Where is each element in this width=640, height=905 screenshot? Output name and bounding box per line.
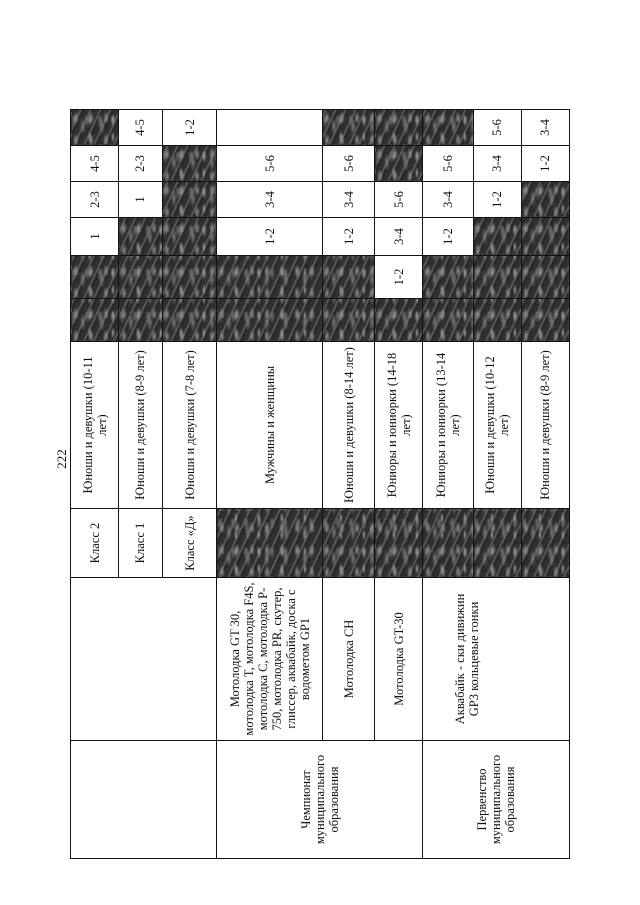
rank-cell: 4-5 bbox=[119, 110, 162, 146]
table-row bbox=[423, 110, 473, 859]
class-cell: Класс 1 bbox=[119, 509, 162, 578]
shaded-cell bbox=[473, 299, 521, 342]
age-group-cell: Юноши и девушки (8-9 лет) bbox=[521, 342, 569, 509]
shaded-cell bbox=[423, 299, 473, 342]
shaded-cell bbox=[162, 146, 217, 182]
shaded-cell bbox=[423, 256, 473, 299]
age-group-cell: Мужчины и женщины bbox=[217, 342, 322, 509]
shaded-cell bbox=[423, 110, 473, 146]
boat-type-cell: Мотолодка GT 30, мотолодка T, мотолодка F4S, мотолодка C, мотолодка P-750, мотолодка PR, скутер, глиссер, аквабайк, доска с водометом GP1 bbox=[217, 578, 322, 741]
shaded-cell bbox=[162, 299, 217, 342]
age-group-cell: Юниоры и юниорки (13-14 лет) bbox=[423, 342, 473, 509]
page-number: 222 bbox=[54, 449, 69, 469]
shaded-cell bbox=[375, 110, 423, 146]
shaded-cell bbox=[71, 299, 119, 342]
table-wrapper bbox=[70, 110, 570, 859]
shaded-cell bbox=[162, 256, 217, 299]
boat-type-cell: Мотолодка GT-30 bbox=[375, 578, 423, 741]
shaded-cell bbox=[162, 182, 217, 218]
shaded-cell bbox=[375, 509, 423, 578]
shaded-cell bbox=[521, 182, 569, 218]
shaded-cell bbox=[119, 299, 162, 342]
class-cell: Класс 2 bbox=[71, 509, 119, 578]
age-group-cell: Юноши и девушки (10-12 лет) bbox=[473, 342, 521, 509]
shaded-cell bbox=[473, 509, 521, 578]
shaded-cell bbox=[521, 299, 569, 342]
shaded-cell bbox=[322, 256, 375, 299]
rank-cell: 3-4 bbox=[375, 218, 423, 256]
rank-cell: 2-3 bbox=[119, 146, 162, 182]
rank-cell: 3-4 bbox=[521, 110, 569, 146]
rank-cell: 1-2 bbox=[375, 256, 423, 299]
class-cell: Класс «Д» bbox=[162, 509, 217, 578]
shaded-cell bbox=[119, 256, 162, 299]
rank-cell: 3-4 bbox=[217, 182, 322, 218]
rank-cell: 5-6 bbox=[217, 146, 322, 182]
table-row bbox=[217, 110, 322, 859]
rank-cell: 3-4 bbox=[473, 146, 521, 182]
shaded-cell bbox=[322, 110, 375, 146]
empty-cell bbox=[217, 110, 322, 146]
shaded-cell bbox=[375, 146, 423, 182]
age-group-cell: Юноши и девушки (10-11 лет) bbox=[71, 342, 119, 509]
shaded-cell bbox=[119, 218, 162, 256]
rank-cell: 1-2 bbox=[217, 218, 322, 256]
table-row bbox=[71, 110, 119, 859]
sport-rank-table bbox=[70, 109, 570, 859]
header-blank-cell-1 bbox=[71, 741, 217, 859]
age-group-cell: Юноши и девушки (7-8 лет) bbox=[162, 342, 217, 509]
rank-cell: 1 bbox=[119, 182, 162, 218]
shaded-cell bbox=[521, 218, 569, 256]
rank-cell: 5-6 bbox=[473, 110, 521, 146]
rank-cell: 5-6 bbox=[322, 146, 375, 182]
shaded-cell bbox=[521, 509, 569, 578]
rank-cell: 3-4 bbox=[423, 182, 473, 218]
rank-cell: 4-5 bbox=[71, 146, 119, 182]
rotated-table-container bbox=[70, 110, 570, 859]
rank-cell: 2-3 bbox=[71, 182, 119, 218]
shaded-cell bbox=[217, 509, 322, 578]
rank-cell: 1-2 bbox=[322, 218, 375, 256]
shaded-cell bbox=[71, 110, 119, 146]
header-blank-cell-2 bbox=[71, 578, 217, 741]
shaded-cell bbox=[217, 299, 322, 342]
shaded-cell bbox=[71, 256, 119, 299]
rank-cell: 3-4 bbox=[322, 182, 375, 218]
rank-cell: 5-6 bbox=[423, 146, 473, 182]
shaded-cell bbox=[375, 299, 423, 342]
boat-type-cell: Мотолодка CH bbox=[322, 578, 375, 741]
rank-cell: 1-2 bbox=[423, 218, 473, 256]
shaded-cell bbox=[322, 509, 375, 578]
shaded-cell bbox=[423, 509, 473, 578]
competition-cell: Чемпионат муниципального образования bbox=[217, 741, 423, 859]
shaded-cell bbox=[162, 218, 217, 256]
shaded-cell bbox=[521, 256, 569, 299]
competition-cell: Первенство муниципального образования bbox=[423, 741, 570, 859]
shaded-cell bbox=[217, 256, 322, 299]
age-group-cell: Юноши и девушки (8-9 лет) bbox=[119, 342, 162, 509]
boat-type-cell: Аквабайк - ски дивижин GP3 кольцевые гонки bbox=[423, 578, 570, 741]
rank-cell: 1 bbox=[71, 218, 119, 256]
age-group-cell: Юноши и девушки (8-14 лет) bbox=[322, 342, 375, 509]
rank-cell: 1-2 bbox=[521, 146, 569, 182]
shaded-cell bbox=[473, 256, 521, 299]
age-group-cell: Юниоры и юниорки (14-18 лет) bbox=[375, 342, 423, 509]
shaded-cell bbox=[473, 218, 521, 256]
rank-cell: 1-2 bbox=[473, 182, 521, 218]
rank-cell: 1-2 bbox=[162, 110, 217, 146]
rank-cell: 5-6 bbox=[375, 182, 423, 218]
shaded-cell bbox=[322, 299, 375, 342]
